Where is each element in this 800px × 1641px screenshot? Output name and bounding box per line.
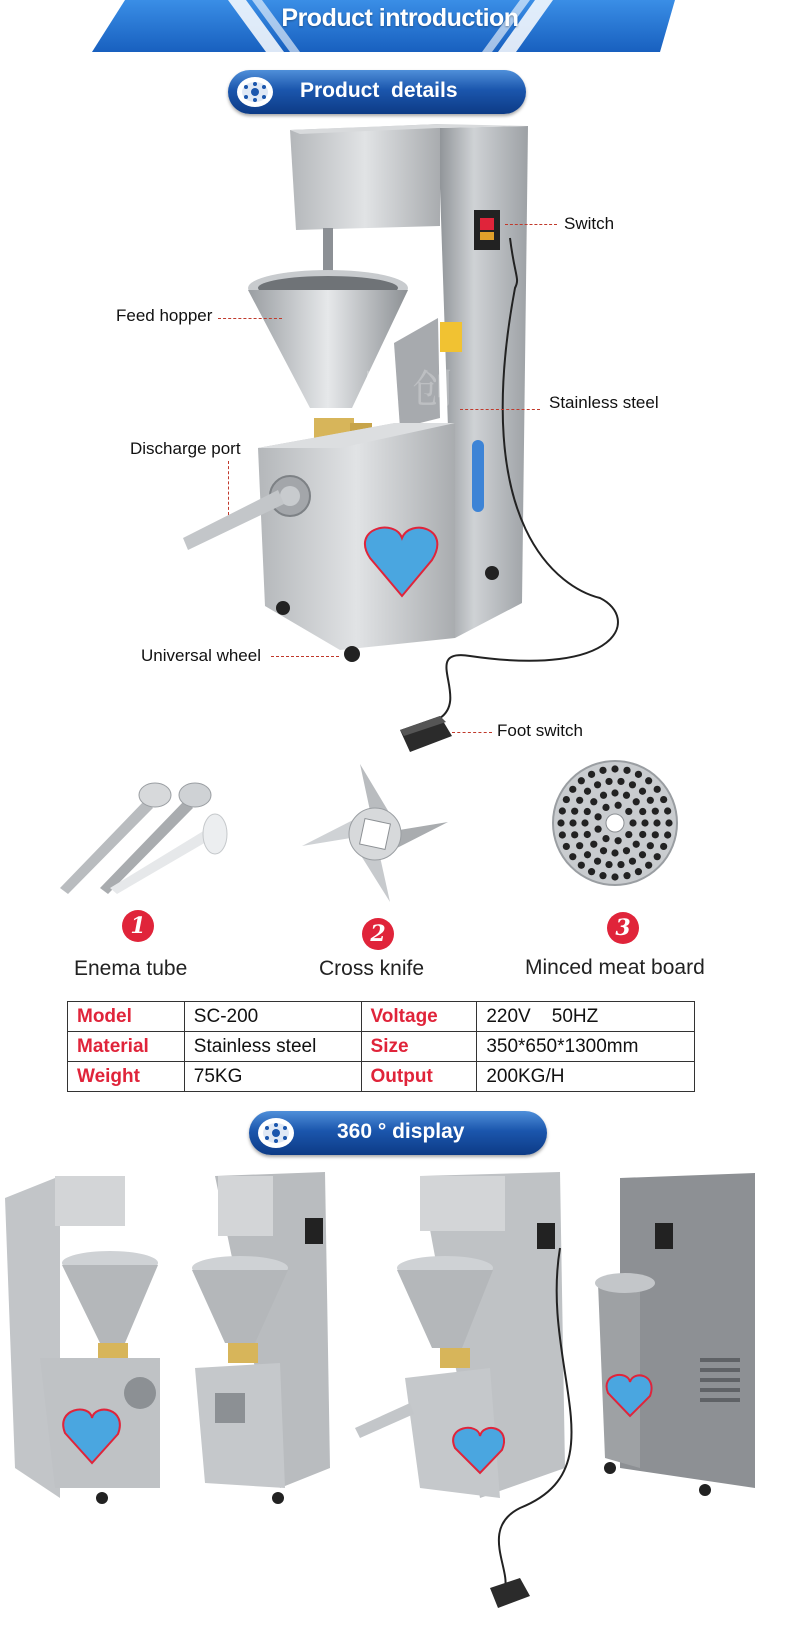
minced-meat-board-image <box>550 758 680 888</box>
banner-title: Product introduction <box>281 4 519 32</box>
photo-view-3 <box>355 1172 572 1608</box>
photo-view-4 <box>595 1173 755 1496</box>
accessory-label-cross-knife: Cross knife <box>319 957 425 980</box>
gear-disc-icon <box>234 75 276 109</box>
callout-stainless-steel: Stainless steel <box>549 393 659 412</box>
spec-row <box>68 1032 695 1062</box>
callout-universal-wheel: Universal wheel <box>141 646 261 665</box>
product-details-label: Product details <box>300 79 458 102</box>
spec-key: Output <box>361 1062 477 1092</box>
stainless-steel-leader <box>460 409 540 410</box>
product-details-header <box>228 70 526 114</box>
gear-disc-icon <box>255 1116 297 1150</box>
spec-value: 75KG <box>184 1062 361 1092</box>
top-banner <box>0 0 800 56</box>
feed-hopper-leader <box>218 318 282 319</box>
accessory-label-minced-meat-board: Minced meat board <box>525 956 705 979</box>
switch-leader <box>505 224 557 225</box>
spec-key: Size <box>361 1032 477 1062</box>
sausage-machine-illustration <box>0 118 800 768</box>
spec-value: 350*650*1300mm <box>477 1032 695 1062</box>
svg-text:思 创: 思 创 <box>360 367 453 413</box>
photo-view-2 <box>192 1172 330 1504</box>
callout-switch: Switch <box>564 214 615 233</box>
spec-value: Stainless steel <box>184 1032 361 1062</box>
foot-switch-leader <box>452 732 492 733</box>
spec-row <box>68 1002 695 1032</box>
spec-key: Model <box>68 1002 185 1032</box>
display-360-label: 360 ° display <box>337 1120 465 1143</box>
discharge-port-leader <box>228 461 229 515</box>
accessory-badge-1: 1 <box>122 910 154 942</box>
accessory-badge-3: 3 <box>607 912 639 944</box>
enema-tube-image <box>55 770 235 900</box>
spec-value: SC-200 <box>184 1002 361 1032</box>
spec-key: Voltage <box>361 1002 477 1032</box>
spec-key: Material <box>68 1032 185 1062</box>
spec-value: 200KG/H <box>477 1062 695 1092</box>
accessory-badge-2: 2 <box>362 918 394 950</box>
universal-wheel-leader <box>271 656 339 657</box>
display-360-header <box>249 1111 547 1155</box>
callout-foot-switch: Foot switch <box>497 721 583 740</box>
machine-360-photos <box>0 1168 800 1641</box>
cross-knife-image <box>300 764 450 904</box>
callout-feed-hopper: Feed hopper <box>116 306 213 325</box>
photo-view-1 <box>5 1176 160 1504</box>
spec-table <box>67 1001 695 1092</box>
accessory-label-enema-tube: Enema tube <box>74 957 188 980</box>
callout-discharge-port: Discharge port <box>130 439 241 458</box>
spec-value: 220V 50HZ <box>477 1002 695 1032</box>
spec-key: Weight <box>68 1062 185 1092</box>
spec-row <box>68 1062 695 1092</box>
